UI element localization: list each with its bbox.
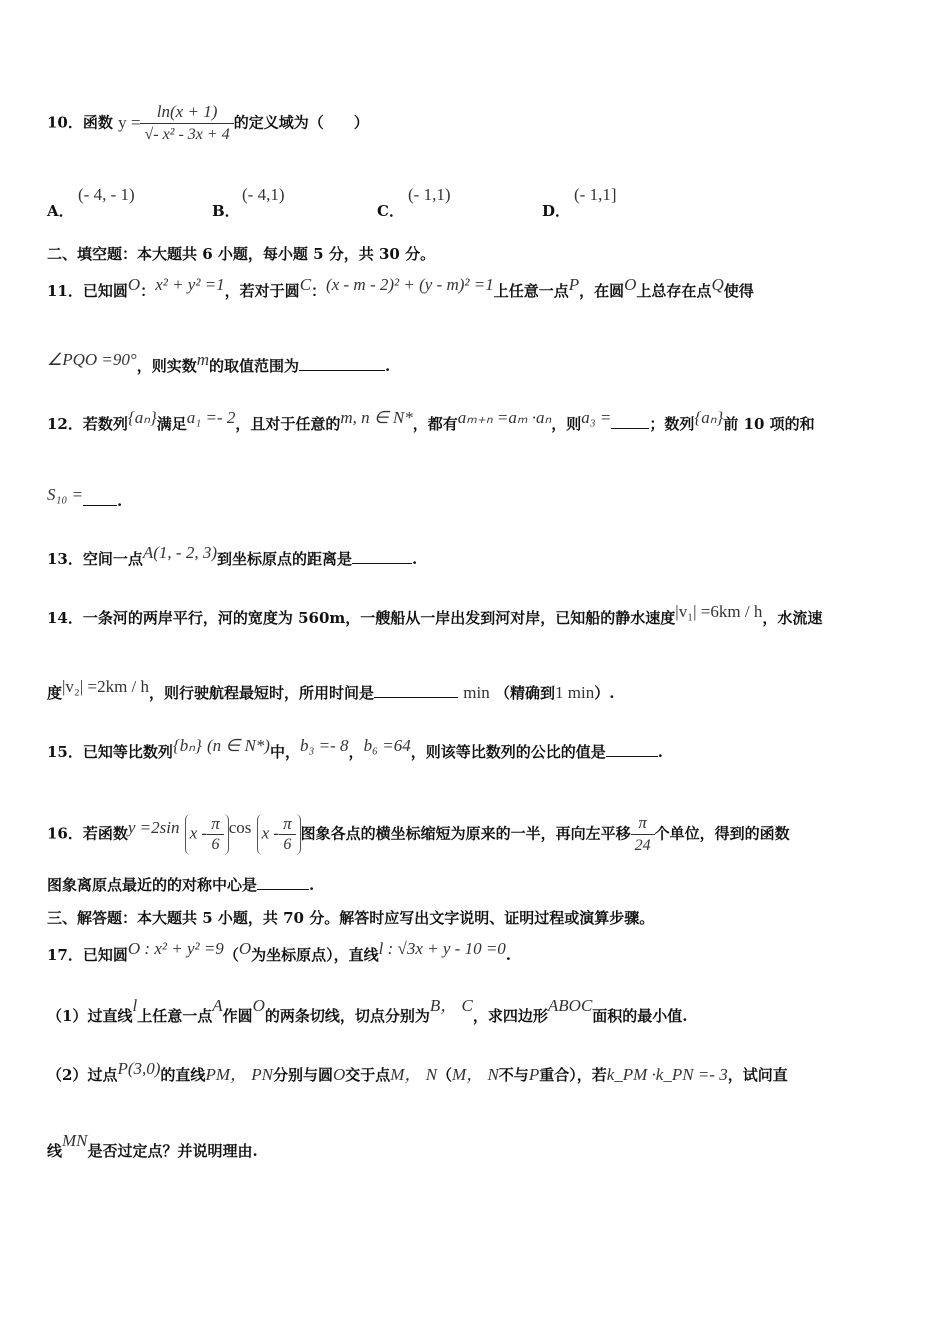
question-text: ，水流速 <box>762 609 823 627</box>
fraction-numerator: ln(x + 1) <box>156 102 218 121</box>
question-text: ；数列 <box>649 415 695 433</box>
question-text: （精确到 <box>494 684 555 702</box>
math: ABOC <box>547 996 593 1015</box>
question-12-cont <box>47 485 123 512</box>
question-text: ，若对于圆 <box>224 282 300 300</box>
section-heading: 三、解答题：本大题共 5 小题，共 70 分。解答时应写出文字说明、证明过程或演算步骤。 <box>47 909 655 927</box>
fraction-denominator: 24 <box>631 834 655 857</box>
math: ∠PQO =90° <box>47 350 137 369</box>
option-b-label: B． <box>212 202 240 220</box>
question-text: 已知等比数列 <box>82 743 173 761</box>
question-text: 过直线 <box>87 1007 133 1025</box>
question-text: ，则 <box>551 415 582 433</box>
math: M， N <box>390 1065 438 1084</box>
fraction <box>279 814 296 855</box>
question-17 <box>47 939 512 966</box>
option-d-value: (- 1,1] <box>574 185 617 204</box>
math: x - <box>189 823 208 843</box>
question-text: 上任意一点 <box>137 1007 213 1025</box>
fraction-denominator: 6 <box>279 834 296 855</box>
question-text: 面积的最小值. <box>592 1007 688 1025</box>
math: min <box>463 683 490 702</box>
formula-lhs: y = <box>118 112 141 132</box>
math: A <box>212 996 223 1015</box>
section-heading: 二、填空题：本大题共 6 小题，每小题 5 分，共 30 分。 <box>47 245 436 263</box>
paren-group <box>257 814 301 855</box>
math: l <box>132 996 138 1015</box>
question-text: ，则实数 <box>136 357 197 375</box>
math: aₘ₊ₙ =aₘ ·aₙ <box>457 408 552 427</box>
question-text: 交于点 <box>345 1066 391 1084</box>
math: x² + y² =1 <box>155 275 225 294</box>
question-text: 已知圆 <box>82 282 128 300</box>
math: (x - m - 2)² + (y - m)² =1 <box>326 275 494 294</box>
answer-blank[interactable] <box>374 683 458 698</box>
fraction-numerator: π <box>211 814 220 834</box>
question-text: . <box>505 946 512 964</box>
answer-blank[interactable] <box>257 875 309 890</box>
math: {aₙ} <box>127 408 157 427</box>
math: k_PM ·k_PN =- 3 <box>606 1065 728 1084</box>
question-number: 17． <box>47 946 83 964</box>
math: {bₙ} <box>172 736 202 755</box>
question-text: 是否过定点？并说明理由. <box>87 1142 258 1160</box>
math: |v₂| =2km / h <box>62 677 150 696</box>
question-text: （ <box>223 946 239 964</box>
question-text: 已知圆 <box>82 946 128 964</box>
math: P(3,0) <box>117 1059 161 1078</box>
question-12 <box>47 408 815 435</box>
answer-blank[interactable] <box>606 742 658 757</box>
question-number: 16． <box>47 824 83 843</box>
question-text: 作圆 <box>222 1007 253 1025</box>
math: S₁₀ = <box>47 485 84 504</box>
question-text: 的直线 <box>160 1066 206 1084</box>
math: 1 min <box>555 683 595 702</box>
math: MN <box>62 1131 88 1150</box>
question-text: 上总存在点 <box>636 282 712 300</box>
question-text: 到坐标原点的距离是 <box>217 550 353 568</box>
question-text: （ <box>437 1066 453 1084</box>
question-text: ，试问直 <box>727 1066 788 1084</box>
question-number: 15． <box>47 743 83 761</box>
question-text: 度 <box>47 684 63 702</box>
option-a-value: (- 4, - 1) <box>78 185 135 204</box>
fraction-numerator: π <box>638 813 647 832</box>
math: a₁ =- 2 <box>186 408 236 427</box>
question-text: . <box>117 492 123 510</box>
question-text: . <box>385 357 391 375</box>
answer-blank[interactable] <box>83 491 117 506</box>
paren-group <box>185 814 229 855</box>
math: O <box>332 1065 346 1084</box>
question-text: 个单位，得到的函数 <box>654 824 790 843</box>
math: C <box>299 275 312 294</box>
fraction-denominator: √- x² - 3x + 4 <box>140 123 233 146</box>
fraction <box>207 814 224 855</box>
question-text: 重合），若 <box>539 1066 607 1084</box>
question-11 <box>47 275 754 302</box>
question-text: 图象离原点最近的的对称中心是 <box>47 876 258 894</box>
math: O <box>127 275 141 294</box>
question-11-cont <box>47 350 391 377</box>
question-16 <box>47 812 790 857</box>
question-15 <box>47 736 663 763</box>
math: O <box>238 939 252 958</box>
math: b₆ =64 <box>363 736 411 755</box>
question-14-cont <box>47 677 615 704</box>
math: PM， PN <box>205 1065 273 1084</box>
question-text: 前 10 项的和 <box>723 415 815 433</box>
option-c-label: C． <box>377 202 404 220</box>
answer-blank[interactable] <box>611 414 649 429</box>
fraction <box>631 812 655 857</box>
question-text: 上任意一点 <box>493 282 569 300</box>
question-text: ，则该等比数列的公比的值是 <box>410 743 606 761</box>
question-text: 中， <box>269 743 300 761</box>
question-16-cont <box>47 874 314 896</box>
question-text: 线 <box>47 1142 63 1160</box>
answer-blank[interactable] <box>299 356 385 371</box>
question-text: ： <box>311 282 327 300</box>
math: {aₙ} <box>694 408 724 427</box>
question-text: 一条河的两岸平行，河的宽度为 560m，一艘船从一岸出发到河对岸，已知船的静水速度 <box>82 609 676 627</box>
question-text: 的取值范围为 <box>209 357 300 375</box>
question-text: 过点 <box>87 1066 118 1084</box>
math: O <box>624 275 637 294</box>
question-text: ）. <box>594 684 615 702</box>
question-text: 不与 <box>498 1066 529 1084</box>
question-text: 函数 <box>82 113 113 132</box>
question-number: 14． <box>47 609 83 627</box>
question-text: . <box>657 743 663 761</box>
option-d-label: D． <box>542 202 571 220</box>
question-text: 的两条切线，切点分别为 <box>264 1007 430 1025</box>
question-14 <box>47 602 823 629</box>
math: O <box>252 996 265 1015</box>
question-10 <box>47 101 369 146</box>
fraction <box>140 101 233 146</box>
question-number: 12． <box>47 415 83 433</box>
question-text: . <box>309 876 315 894</box>
question-text: 为坐标原点），直线 <box>251 946 379 964</box>
math: P <box>528 1065 540 1084</box>
question-number: 11． <box>47 282 83 300</box>
math: B， C <box>429 996 473 1015</box>
option-b-value: (- 4,1) <box>242 185 285 204</box>
fraction-numerator: π <box>283 814 292 834</box>
math: m, n ∈ N* <box>340 408 413 427</box>
question-text: 满足 <box>156 415 187 433</box>
question-17-part-2-cont <box>47 1131 258 1162</box>
question-text: ，则行驶航程最短时，所用时间是 <box>149 684 375 702</box>
question-text: 若数列 <box>82 415 128 433</box>
option-c-value: (- 1,1) <box>408 185 451 204</box>
math: b₃ =- 8 <box>300 736 349 755</box>
math: x - <box>261 823 280 843</box>
question-text: . <box>412 550 418 568</box>
question-text: 空间一点 <box>82 550 143 568</box>
fraction-denominator: 6 <box>207 834 224 855</box>
question-text: ， <box>348 743 364 761</box>
part-label: （1） <box>47 1007 88 1025</box>
math: a₃ = <box>581 408 612 427</box>
math: (n ∈ N*) <box>207 736 270 755</box>
math: l : √3x + y - 10 =0 <box>378 939 506 958</box>
question-text: ，在圆 <box>579 282 625 300</box>
part-label: （2） <box>47 1066 88 1084</box>
math: |v₁| =6km / h <box>675 602 763 621</box>
question-17-part-2 <box>47 1059 788 1086</box>
math: y =2sin <box>127 817 180 837</box>
question-13 <box>47 543 418 570</box>
math: O : x² + y² =9 <box>127 939 224 958</box>
math: Q <box>711 275 724 294</box>
question-text: ，都有 <box>412 415 458 433</box>
math: P <box>568 275 580 294</box>
answer-blank[interactable] <box>352 549 412 564</box>
math: A(1, - 2, 3) <box>142 543 218 562</box>
question-text: 若函数 <box>82 824 128 843</box>
question-text: 图象各点的横坐标缩短为原来的一半，再向左平移 <box>300 824 631 843</box>
question-text: ，求四边形 <box>472 1007 548 1025</box>
question-text: 分别与圆 <box>272 1066 333 1084</box>
math: M， N <box>452 1065 499 1084</box>
question-number: 10． <box>47 113 83 132</box>
question-text: 使得 <box>723 282 754 300</box>
question-17-part-1 <box>47 996 688 1027</box>
math: m <box>196 350 209 369</box>
question-text: ： <box>140 282 156 300</box>
math: cos <box>228 817 252 837</box>
question-text: 的定义域为（ ） <box>233 113 369 132</box>
question-text: ，且对于任意的 <box>235 415 341 433</box>
question-number: 13． <box>47 550 83 568</box>
option-a-label: A． <box>47 202 74 220</box>
